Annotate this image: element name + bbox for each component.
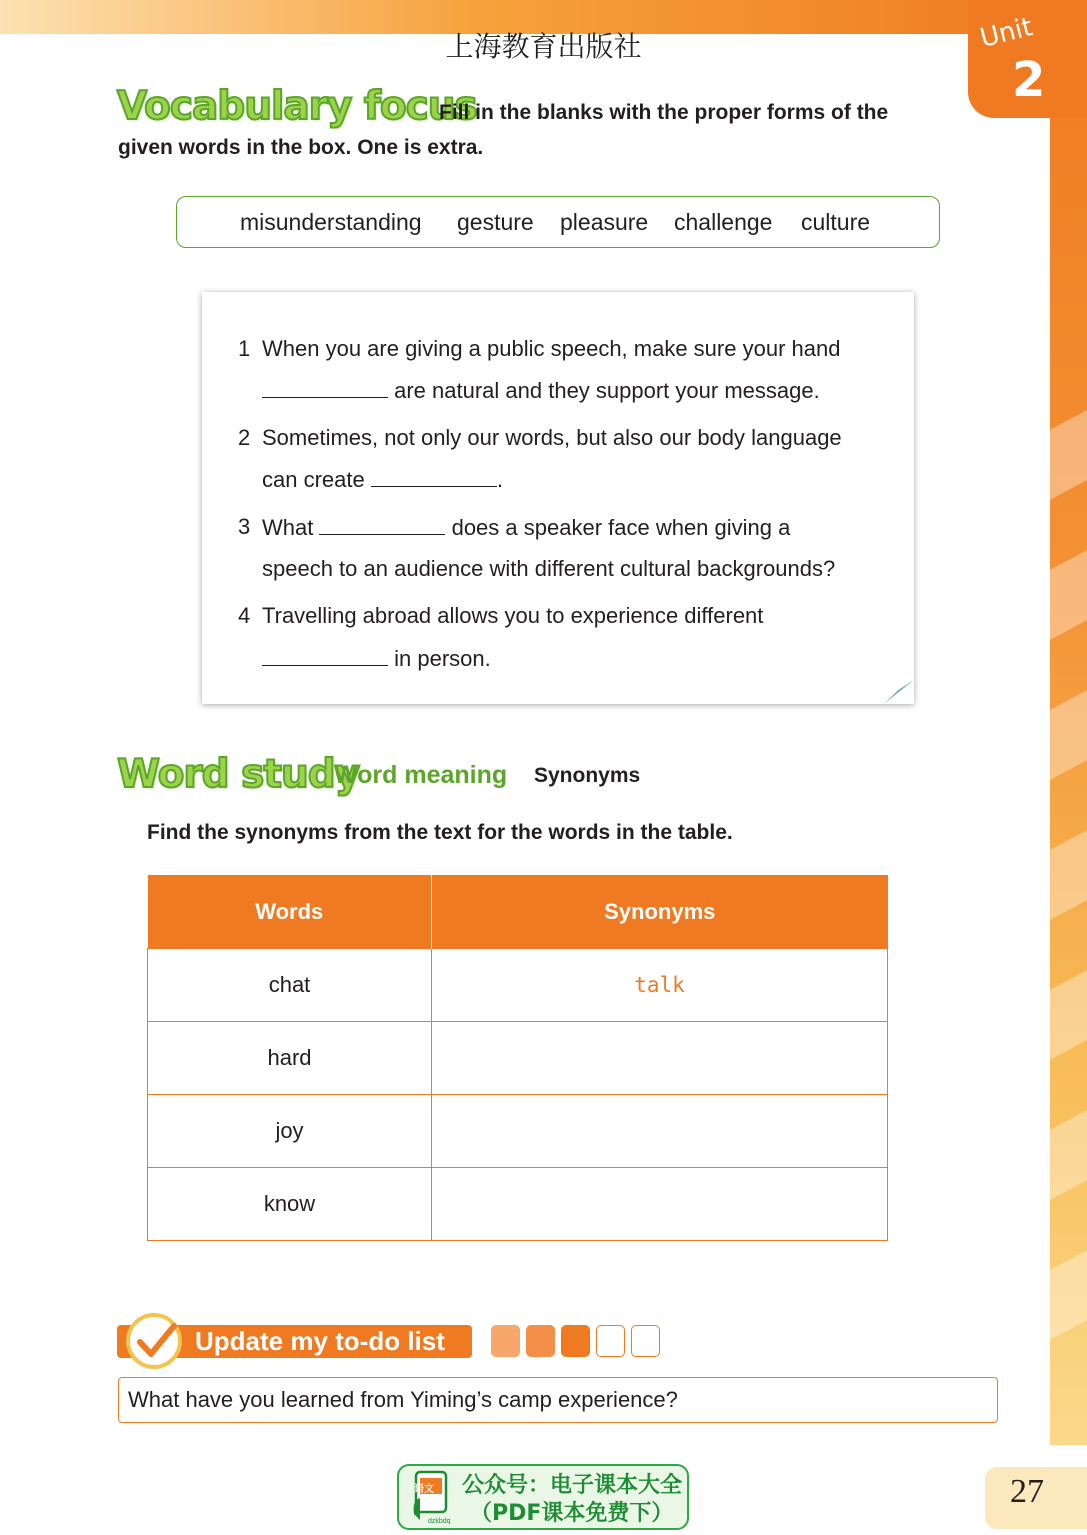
table-header-words: Words (148, 875, 432, 949)
word-box-word: challenge (674, 209, 773, 235)
item-number: 3 (238, 514, 251, 539)
word-box-word: pleasure (560, 209, 649, 235)
progress-box-filled (561, 1325, 590, 1357)
synonyms-subtitle: Synonyms (534, 764, 641, 787)
vocabulary-instruction-line1: Fill in the blanks with the proper forms of the (439, 101, 889, 124)
word-meaning-subtitle: Word meaning (334, 761, 508, 789)
sample-answer: talk (634, 973, 685, 997)
word-cell: joy (148, 1095, 432, 1168)
progress-box-filled (526, 1325, 555, 1357)
checkmark-icon (134, 1322, 178, 1362)
item-number: 2 (238, 425, 251, 450)
word-box-word: gesture (457, 209, 534, 235)
word-study-title: Word study (117, 752, 360, 797)
synonyms-table (147, 875, 888, 1241)
word-cell: know (148, 1168, 432, 1241)
vocabulary-instruction-line2: given words in the box. One is extra. (118, 136, 484, 159)
synonym-cell[interactable] (432, 1095, 888, 1168)
item-text: Travelling abroad allows you to experience different (262, 603, 764, 628)
answer-blank[interactable] (262, 645, 388, 666)
synonym-cell[interactable] (432, 1168, 888, 1241)
stamp-line2: （PDF课本免费下） (470, 1501, 674, 1526)
table-row (148, 949, 888, 1022)
table-row (148, 1022, 888, 1095)
word-box-word: misunderstanding (240, 209, 422, 235)
stamp-tiny-text: dzkbdq (428, 1518, 451, 1525)
synonym-cell[interactable] (432, 1022, 888, 1095)
answer-blank[interactable] (319, 514, 445, 535)
table-header-synonyms: Synonyms (432, 875, 888, 949)
unit-label: Unit (977, 12, 1036, 54)
publisher-name: 上海教育出版社 (445, 30, 642, 63)
word-box-word: culture (801, 209, 871, 235)
item-text-line2: are natural and they support your message. (262, 377, 820, 404)
todo-question: What have you learned from Yiming’s camp experience? (128, 1387, 678, 1412)
page-number: 27 (1010, 1473, 1044, 1510)
unit-number: 2 (1012, 52, 1046, 108)
table-row (148, 1095, 888, 1168)
progress-box-empty (631, 1325, 660, 1357)
word-cell: chat (148, 949, 432, 1022)
item-number: 4 (238, 603, 251, 628)
page-curl-icon (884, 680, 914, 704)
item-text: Sometimes, not only our words, but also our body language (262, 425, 842, 450)
item-text-line2: can create . (262, 467, 503, 492)
vocabulary-focus-title: Vocabulary focus (117, 84, 477, 129)
progress-box-filled (491, 1325, 520, 1357)
synonym-cell[interactable] (432, 949, 888, 1022)
item-text-line2: in person. (262, 645, 491, 672)
table-header-row (148, 875, 888, 949)
book-icon-text: 语文 (414, 1484, 434, 1495)
word-cell: hard (148, 1022, 432, 1095)
answer-blank[interactable] (371, 466, 497, 487)
table-row (148, 1168, 888, 1241)
item-text: When you are giving a public speech, make sure your hand (262, 336, 841, 361)
progress-box-empty (596, 1325, 625, 1357)
word-study-instruction: Find the synonyms from the text for the words in the table. (147, 821, 733, 844)
item-number: 1 (238, 336, 251, 361)
side-stripe (1050, 0, 1087, 1445)
stamp-line1: 公众号：电子课本大全 (462, 1473, 683, 1498)
todo-label: Update my to-do list (195, 1326, 445, 1356)
item-text: What does a speaker face when giving a (262, 515, 791, 540)
item-text-line2: speech to an audience with different cultural backgrounds? (262, 556, 836, 581)
answer-blank[interactable] (262, 377, 388, 398)
